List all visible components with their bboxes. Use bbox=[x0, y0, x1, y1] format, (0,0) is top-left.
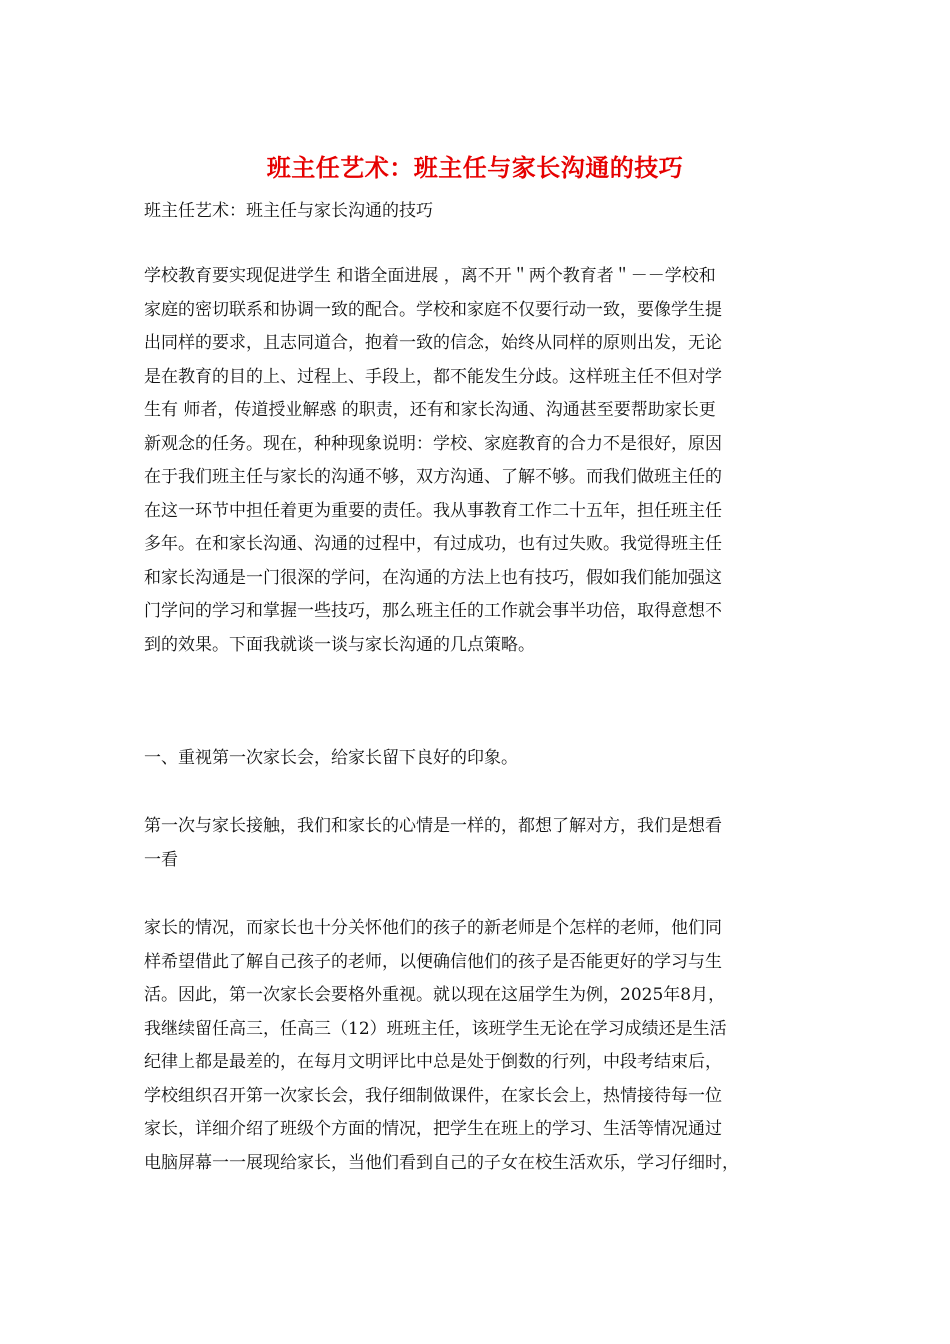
paragraph-line: 家庭的密切联系和协调一致的配合。学校和家庭不仅要行动一致，要像学生提 bbox=[144, 299, 722, 320]
paragraph-parent-meeting bbox=[144, 912, 808, 1180]
paragraph-line: 一看 bbox=[144, 849, 178, 870]
paragraph-line: 新观念的任务。现在，种种现象说明：学校、家庭教育的合力不是很好，原因 bbox=[144, 433, 722, 454]
paragraph-line: 生有 师者，传道授业解惑 的职责，还有和家长沟通、沟通甚至要帮助家长更 bbox=[144, 400, 716, 420]
paragraph-line: 到的效果。下面我就谈一谈与家长沟通的几点策略。 bbox=[144, 634, 535, 655]
paragraph-line: 是在教育的目的上、过程上、手段上，都不能发生分歧。这样班主任不但对学 bbox=[144, 366, 722, 387]
paragraph-line: 纪律上都是最差的，在每月文明评比中总是处于倒数的行列，中段考结束后， bbox=[144, 1052, 722, 1072]
paragraph-line: 出同样的要求，且志同道合，抱着一致的信念，始终从同样的原则出发，无论 bbox=[144, 333, 722, 353]
paragraph-line: 门学问的学习和掌握一些技巧，那么班主任的工作就会事半功倍，取得意想不 bbox=[144, 601, 722, 621]
paragraph-line: 多年。在和家长沟通、沟通的过程中，有过成功，也有过失败。我觉得班主任 bbox=[144, 534, 722, 554]
paragraph-line: 我继续留任高三，任高三（12）班班主任，该班学生无论在学习成绩还是生活 bbox=[144, 1018, 727, 1039]
document-title: 班主任艺术：班主任与家长沟通的技巧 bbox=[266, 153, 684, 182]
section-heading-text: 一、重视第一次家长会，给家长留下良好的印象。 bbox=[144, 748, 518, 768]
paragraph-first-contact bbox=[144, 810, 808, 877]
paragraph-line: 电脑屏幕一一展现给家长，当他们看到自己的子女在校生活欢乐，学习仔细时， bbox=[144, 1152, 739, 1173]
paragraph-line: 在于我们班主任与家长的沟通不够，双方沟通、了解不够。而我们做班主任的 bbox=[144, 467, 722, 487]
paragraph-line: 第一次与家长接触，我们和家长的心情是一样的，都想了解对方，我们是想看 bbox=[144, 816, 722, 836]
paragraph-line: 学校教育要实现促进学生 和谐全面进展 ，离不开＂两个教育者＂－－学校和 bbox=[144, 266, 716, 286]
section-heading bbox=[144, 742, 808, 776]
paragraph-line: 样希望借此了解自己孩子的老师，以便确信他们的孩子是否能更好的学习与生 bbox=[144, 951, 722, 972]
paragraph-line: 和家长沟通是一门很深的学问，在沟通的方法上也有技巧，假如我们能加强这 bbox=[144, 567, 722, 588]
paragraph-line: 家长，详细介绍了班级个方面的情况，把学生在班上的学习、生活等情况通过 bbox=[144, 1119, 722, 1139]
paragraph-intro bbox=[144, 260, 808, 662]
paragraph-line: 活。因此，第一次家长会要格外重视。就以现在这届学生为例，2025年8月， bbox=[144, 985, 726, 1005]
document-subtitle: 班主任艺术：班主任与家长沟通的技巧 bbox=[144, 201, 433, 221]
paragraph-line: 学校组织召开第一次家长会，我仔细制做课件，在家长会上，热情接待每一位 bbox=[144, 1085, 722, 1106]
paragraph-line: 家长的情况，而家长也十分关怀他们的孩子的新老师是个怎样的老师，他们同 bbox=[144, 918, 722, 938]
paragraph-line: 在这一环节中担任着更为重要的责任。我从事教育工作二十五年，担任班主任 bbox=[144, 500, 722, 521]
